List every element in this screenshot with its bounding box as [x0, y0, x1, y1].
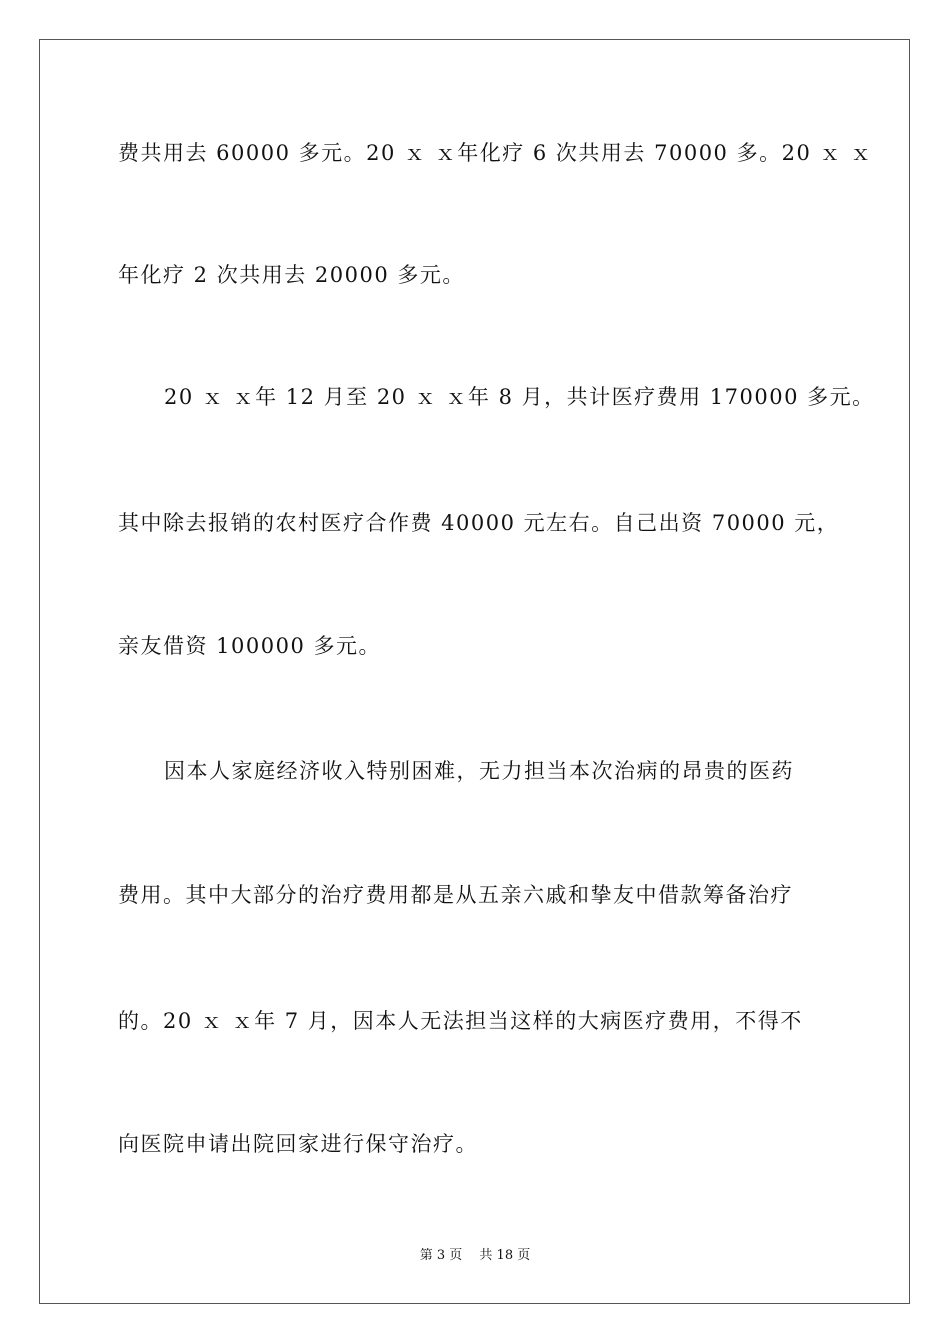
paragraph-line: 20 ｘ ｘ年 12 月至 20 ｘ ｘ年 8 月，共计医疗费用 170000 多元。	[164, 385, 875, 409]
paragraph-line: 因本人家庭经济收入特别困难，无力担当本次治病的昂贵的医药	[164, 759, 794, 783]
page-number-footer: 第 3 页 共 18 页	[419, 1248, 531, 1263]
paragraph-line: 费共用去 60000 多元。20 ｘ ｘ年化疗 6 次共用去 70000 多。20 ｘ ｘ	[118, 141, 873, 165]
paragraph-line: 其中除去报销的农村医疗合作费 40000 元左右。自己出资 70000 元，	[118, 511, 840, 535]
paragraph-line: 向医院申请出院回家进行保守治疗。	[118, 1132, 478, 1156]
paragraph-line: 年化疗 2 次共用去 20000 多元。	[118, 263, 465, 287]
paragraph-line: 的。20 ｘ ｘ年 7 月，因本人无法担当这样的大病医疗费用，不得不	[118, 1009, 803, 1033]
paragraph-line: 费用。其中大部分的治疗费用都是从五亲六戚和挚友中借款筹备治疗	[118, 883, 793, 907]
page-border	[39, 39, 910, 1304]
paragraph-line: 亲友借资 100000 多元。	[118, 634, 382, 658]
